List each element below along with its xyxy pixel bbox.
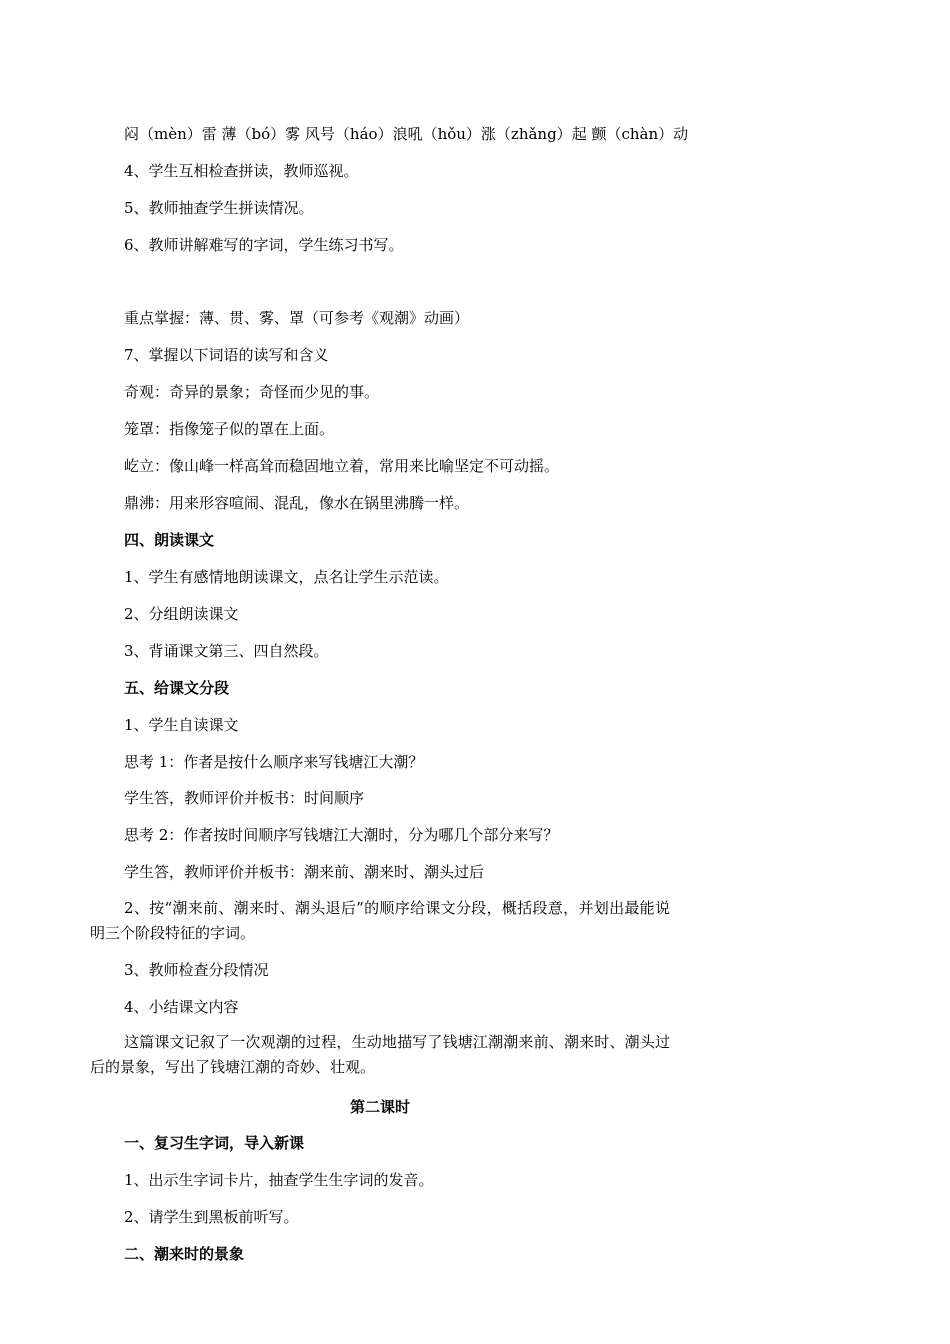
- segment-step-1: 1、学生自读课文: [124, 716, 239, 734]
- segment-step-2-paragraph: 2、按“潮来前、潮来时、潮头退后”的顺序给课文分段，概括段意，并划出最能说明三个阶段特征的字词。: [90, 899, 670, 942]
- definition-dingfei: 鼎沸：用来形容喧闹、混乱，像水在锅里沸腾一样。: [124, 494, 470, 512]
- definition-longzhao: 笼罩：指像笼子似的罩在上面。: [124, 420, 335, 438]
- review-step-2: 2、请学生到黑板前听写。: [124, 1208, 299, 1226]
- section-heading-tide-scene: 二、潮来时的景象: [124, 1245, 245, 1263]
- answer-2: 学生答，教师评价并板书：潮来前、潮来时、潮头过后: [124, 863, 485, 881]
- definition-qiguan: 奇观：奇异的景象；奇怪而少见的事。: [124, 383, 380, 401]
- segment-step-4: 4、小结课文内容: [124, 998, 239, 1016]
- section-heading-review: 一、复习生字词，导入新课: [124, 1134, 305, 1152]
- step-6-line: 6、教师讲解难写的字词，学生练习书写。: [124, 236, 404, 254]
- pinyin-vocabulary-line: 闷（mèn）雷 薄（bó）雾 风号（háo）浪吼（hǒu）涨（zhǎng）起 颤（chàn）动: [124, 125, 689, 143]
- section-heading-read-aloud: 四、朗读课文: [124, 531, 215, 549]
- question-1: 思考 1：作者是按什么顺序来写钱塘江大潮？: [124, 753, 424, 771]
- step-4-line: 4、学生互相检查拼读，教师巡视。: [124, 162, 359, 180]
- question-2: 思考 2：作者按时间顺序写钱塘江大潮时，分为哪几个部分来写？: [124, 826, 559, 844]
- lesson-two-title: 第二课时: [349, 1098, 410, 1116]
- step-7-line: 7、掌握以下词语的读写和含义: [124, 346, 329, 364]
- summary-paragraph: 这篇课文记叙了一次观潮的过程，生动地描写了钱塘江潮潮来前、潮来时、潮头过后的景象，写出了钱塘江潮的奇妙、壮观。: [90, 1033, 670, 1076]
- segment-step-3: 3、教师检查分段情况: [124, 961, 269, 979]
- section-heading-segment: 五、给课文分段: [124, 679, 230, 697]
- read-aloud-step-3: 3、背诵课文第三、四自然段。: [124, 642, 329, 660]
- read-aloud-step-2: 2、分组朗读课文: [124, 605, 239, 623]
- answer-1: 学生答，教师评价并板书：时间顺序: [124, 789, 365, 807]
- step-5-line: 5、教师抽查学生拼读情况。: [124, 199, 314, 217]
- definition-yili: 屹立：像山峰一样高耸而稳固地立着，常用来比喻坚定不可动摇。: [124, 457, 560, 475]
- read-aloud-step-1: 1、学生有感情地朗读课文，点名让学生示范读。: [124, 568, 449, 586]
- review-step-1: 1、出示生字词卡片，抽查学生生字词的发音。: [124, 1171, 434, 1189]
- key-points-line: 重点掌握：薄、贯、雾、罩（可参考《观潮》动画）: [124, 309, 470, 327]
